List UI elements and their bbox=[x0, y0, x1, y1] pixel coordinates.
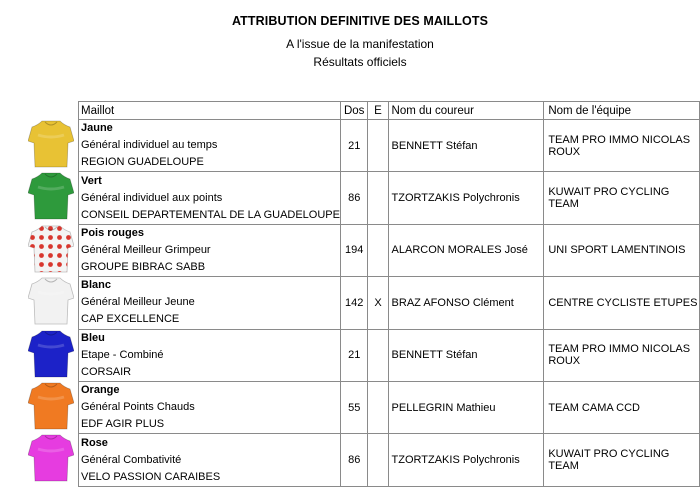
hope-flag: X bbox=[368, 277, 388, 329]
bib-number: 194 bbox=[340, 224, 367, 276]
team-name bbox=[544, 329, 700, 381]
green-jersey-icon bbox=[28, 171, 74, 221]
maillot-cell bbox=[79, 434, 341, 486]
rider-name: ALARCON MORALES José bbox=[388, 224, 544, 276]
rider-name: TZORTZAKIS Polychronis bbox=[388, 434, 544, 486]
classification: Général Meilleur Jeune bbox=[81, 296, 195, 309]
table-row bbox=[79, 277, 700, 329]
maillot-cell bbox=[79, 120, 341, 172]
team-name bbox=[544, 277, 700, 329]
classification: Etape - Combiné bbox=[81, 348, 164, 361]
team-name-text: KUWAIT PRO CYCLING TEAM bbox=[548, 186, 670, 211]
polka-dot-jersey-icon bbox=[28, 224, 74, 274]
maillot-cell bbox=[79, 381, 341, 433]
classification: Général individuel au temps bbox=[81, 139, 218, 152]
hope-flag bbox=[368, 329, 388, 381]
table-header-row bbox=[79, 102, 700, 120]
rider-name: BENNETT Stéfan bbox=[388, 120, 544, 172]
bib-number: 86 bbox=[340, 434, 367, 486]
rider-name: BENNETT Stéfan bbox=[388, 329, 544, 381]
bib-number: 86 bbox=[340, 172, 367, 224]
team-name-text: TEAM CAMA CCD bbox=[548, 401, 640, 414]
hope-flag bbox=[368, 120, 388, 172]
blue-jersey-icon bbox=[28, 329, 74, 379]
table-row bbox=[79, 434, 700, 486]
classification: Général Combativité bbox=[81, 453, 182, 466]
team-name-text: KUWAIT PRO CYCLING TEAM bbox=[548, 448, 670, 473]
team-name bbox=[544, 172, 700, 224]
bib-number: 142 bbox=[340, 277, 367, 329]
sponsor: CORSAIR bbox=[81, 365, 132, 378]
page-subtitle: A l'issue de la manifestation bbox=[286, 37, 434, 51]
orange-jersey-icon bbox=[28, 381, 74, 431]
hope-flag bbox=[368, 381, 388, 433]
team-name-text: TEAM PRO IMMO NICOLAS ROUX bbox=[548, 343, 691, 368]
jersey-name: Pois rouges bbox=[81, 226, 144, 239]
sponsor: VELO PASSION CARAIBES bbox=[81, 470, 221, 483]
hope-flag bbox=[368, 224, 388, 276]
column-header-nom: Nom du coureur bbox=[388, 102, 544, 120]
jersey-name: Orange bbox=[81, 384, 120, 397]
team-name bbox=[544, 434, 700, 486]
rider-name: PELLEGRIN Mathieu bbox=[388, 381, 544, 433]
maillot-cell bbox=[79, 277, 341, 329]
jersey-name: Bleu bbox=[81, 331, 105, 344]
team-name-text: UNI SPORT LAMENTINOIS bbox=[548, 244, 686, 257]
classification: Général Meilleur Grimpeur bbox=[81, 243, 211, 256]
jersey-name: Blanc bbox=[81, 279, 111, 292]
team-name-text: TEAM PRO IMMO NICOLAS ROUX bbox=[548, 133, 691, 158]
classification: Général individuel aux points bbox=[81, 191, 223, 204]
table-row bbox=[79, 120, 700, 172]
column-header-dos: Dos bbox=[340, 102, 367, 120]
table-row bbox=[79, 329, 700, 381]
bib-number: 21 bbox=[340, 329, 367, 381]
jersey-name: Jaune bbox=[81, 122, 113, 135]
column-header-maillot: Maillot bbox=[79, 102, 341, 120]
sponsor: REGION GUADELOUPE bbox=[81, 156, 204, 169]
team-name bbox=[544, 120, 700, 172]
sponsor: CAP EXCELLENCE bbox=[81, 313, 180, 326]
column-header-equipe: Nom de l'équipe bbox=[544, 102, 700, 120]
white-jersey-icon bbox=[28, 276, 74, 326]
sponsor: CONSEIL DEPARTEMENTAL DE LA GUADELOUPE bbox=[81, 208, 340, 221]
hope-flag bbox=[368, 434, 388, 486]
column-header-e: E bbox=[368, 102, 388, 120]
maillot-cell bbox=[79, 224, 341, 276]
sponsor: EDF AGIR PLUS bbox=[81, 418, 165, 431]
team-name bbox=[544, 381, 700, 433]
results-table bbox=[78, 101, 700, 487]
maillot-cell bbox=[79, 329, 341, 381]
bib-number: 55 bbox=[340, 381, 367, 433]
table-row bbox=[79, 172, 700, 224]
team-name-text: CENTRE CYCLISTE ETUPES bbox=[548, 296, 698, 309]
page-title: ATTRIBUTION DEFINITIVE DES MAILLOTS bbox=[231, 14, 489, 28]
jersey-name: Vert bbox=[81, 174, 102, 187]
sponsor: GROUPE BIBRAC SABB bbox=[81, 260, 206, 273]
page-subtitle-official: Résultats officiels bbox=[313, 55, 407, 69]
pink-jersey-icon bbox=[28, 433, 74, 483]
jersey-name: Rose bbox=[81, 436, 108, 449]
maillot-cell bbox=[79, 172, 341, 224]
table-row bbox=[79, 381, 700, 433]
hope-flag bbox=[368, 172, 388, 224]
bib-number: 21 bbox=[340, 120, 367, 172]
table-row bbox=[79, 224, 700, 276]
team-name bbox=[544, 224, 700, 276]
classification: Général Points Chauds bbox=[81, 401, 195, 414]
rider-name: TZORTZAKIS Polychronis bbox=[388, 172, 544, 224]
rider-name: BRAZ AFONSO Clément bbox=[388, 277, 544, 329]
yellow-jersey-icon bbox=[28, 119, 74, 169]
